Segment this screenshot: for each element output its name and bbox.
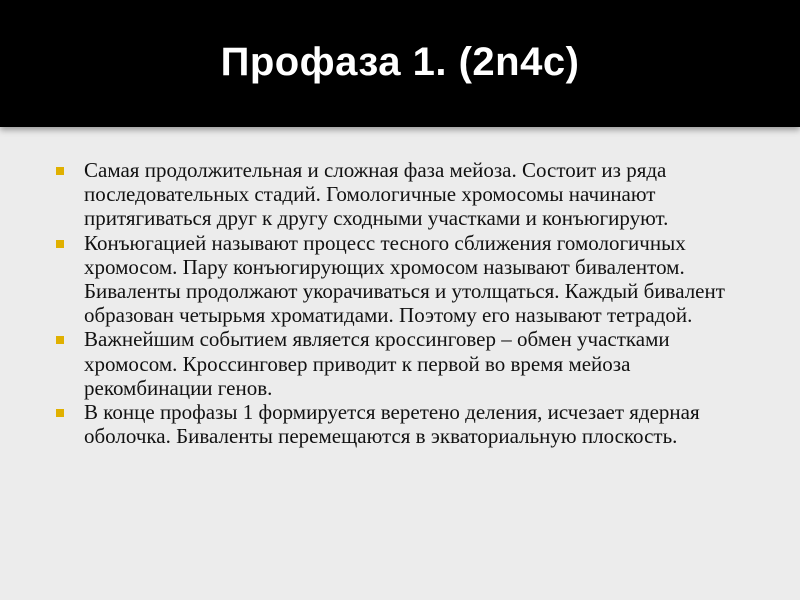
- title-band: [0, 0, 800, 127]
- bullet-square-icon: [56, 240, 64, 248]
- bullet-text: Важнейшим событием является кроссинговер – обмен участками хромосом. Кроссинговер приводит к первой во время мейоза рекомбинации генов.: [84, 327, 670, 400]
- bullet-square-icon: [56, 336, 64, 344]
- bullet-item: [0, 400, 800, 448]
- bullet-text: В конце профазы 1 формируется веретено деления, исчезает ядерная оболочка. Биваленты перемещаются в экваториальную плоскость.: [84, 400, 700, 449]
- bullet-square-icon: [56, 167, 64, 175]
- bullet-item: [0, 231, 800, 328]
- bullet-text: Конъюгацией называют процесс тесного сближения гомологичных хромосом. Пару конъюгирующих хромосом называют бивалентом. Биваленты продолжают укорачиваться и утолщаться. Каждый бивалент образован четырьмя хроматидами. Поэтому его называют тетрадой.: [84, 230, 725, 328]
- bullet-square-icon: [56, 409, 64, 417]
- bullet-item: [0, 158, 800, 231]
- slide-title: Профаза 1. (2n4c): [220, 40, 580, 84]
- bullet-text: Самая продолжительная и сложная фаза мейоза. Состоит из ряда последовательных стадий. Гомологичные хромосомы начинают притягиваться друг к другу сходными участками и конъюгируют.: [84, 158, 669, 231]
- bullet-list: [0, 158, 800, 448]
- bullet-item: [0, 327, 800, 400]
